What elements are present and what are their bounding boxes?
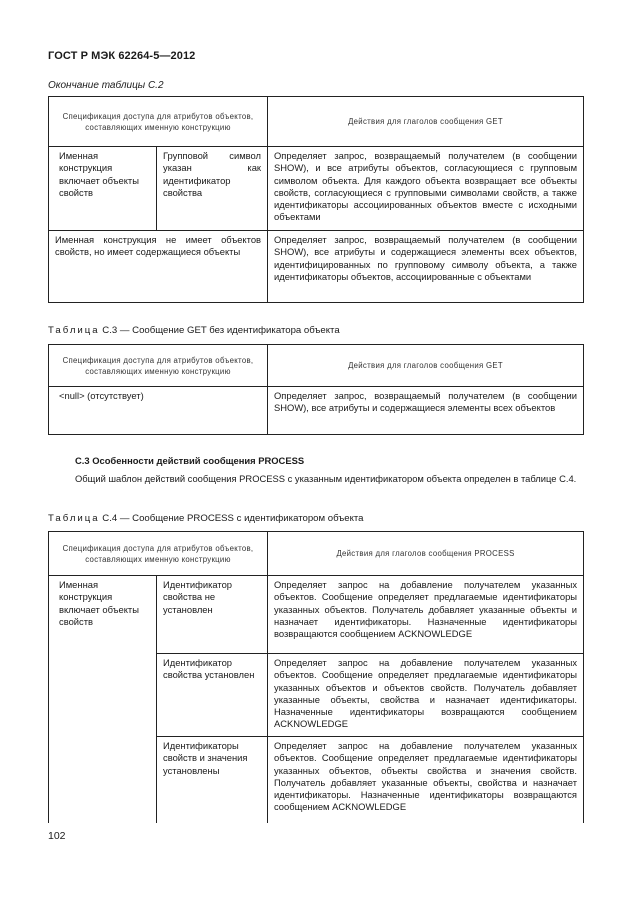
table-row-cell: Идентификатор свойства не установлен xyxy=(157,576,268,654)
table-c3 xyxy=(48,344,584,435)
table-row-cell: Именная конструкция включает объекты свойств xyxy=(49,576,157,823)
section-paragraph: Общий шаблон действий сообщения PROCESS с указанным идентификатором объекта определен в таблице С.4. xyxy=(75,473,577,484)
table-c4 xyxy=(48,531,584,823)
table-c2-head-right: Действия для глаголов сообщения GET xyxy=(268,97,584,147)
table-row-cell: Определяет запрос на добавление получателем указанных объектов. Сообщение определяет предлагаемые идентификаторы указанных объектов, объекты свойства и значения свойств. Получатель добавляет указанные объекты, свойства и назначает идентификаторы. Назначенные идентификаторы возвращаются сообщением ACKNOWLEDGE xyxy=(268,737,584,823)
table-c2-caption: Окончание таблицы С.2 xyxy=(48,80,164,91)
table-c3-head-left: Спецификация доступа для атрибутов объектов, составляющих именную конструкцию xyxy=(49,345,268,387)
table-row-cell: Идентификаторы свойств и значения установлены xyxy=(157,737,268,823)
table-c4-head-right: Действия для глаголов сообщения PROCESS xyxy=(268,532,584,576)
table-row-cell: <null> (отсутствует) xyxy=(49,387,268,435)
table-row-cell: Определяет запрос, возвращаемый получателем (в сообщении SHOW), все атрибуты и содержащиеся элементы всех объектов, идентифицированных по групповому символу объекта, а также идентификаторы объектов, ассоциированные с объектами xyxy=(268,231,584,303)
table-c3-caption: Таблица С.3 — Сообщение GET без идентификатора объекта xyxy=(48,325,340,336)
table-row-cell: Определяет запрос на добавление получателем указанных объектов. Сообщение определяет предлагаемые идентификаторы указанных объектов и объектов свойств. Получатель добавляет указанные объекты, свойства и назначает идентификаторы. Назначенные идентификаторы возвращаются сообщением ACKNOWLEDGE xyxy=(268,654,584,737)
table-row-cell: Определяет запрос на добавление получателем указанных объектов. Сообщение определяет предлагаемые идентификаторы указанных объектов. Получатель добавляет указанные объекты и назначает идентификаторы. Назначенные идентификаторы возвращаются сообщением ACKNOWLEDGE xyxy=(268,576,584,654)
table-row-cell: Групповой символ указан как идентификатор свойства xyxy=(157,147,268,231)
table-c3-head-right: Действия для глаголов сообщения GET xyxy=(268,345,584,387)
page-number: 102 xyxy=(48,830,66,842)
table-c4-head-left: Спецификация доступа для атрибутов объектов, составляющих именную конструкцию xyxy=(49,532,268,576)
table-row-cell: Определяет запрос, возвращаемый получателем (в сообщении SHOW), все атрибуты и содержащиеся элементы всех объектов xyxy=(268,387,584,435)
table-c4-caption: Таблица С.4 — Сообщение PROCESS с идентификатором объекта xyxy=(48,513,364,524)
table-c2 xyxy=(48,96,584,303)
table-row-cell: Определяет запрос, возвращаемый получателем (в сообщении SHOW), и все атрибуты объектов, согласующиеся с групповым символом объекта. Для каждого объекта возвращает все объекты свойств, согласующиеся с групповыми символами свойств, а также идентификаторы ассоциированных объектов вместе с исходными объектами xyxy=(268,147,584,231)
table-row-cell: Именная конструкция включает объекты свойств xyxy=(49,147,157,231)
table-row-cell: Именная конструкция не имеет объектов свойств, но имеет содержащиеся объекты xyxy=(49,231,268,303)
document-title: ГОСТ Р МЭК 62264-5—2012 xyxy=(48,50,196,62)
table-row-cell: Идентификатор свойства установлен xyxy=(157,654,268,737)
section-title: С.3 Особенности действий сообщения PROCESS xyxy=(75,455,305,466)
table-c2-head-left: Спецификация доступа для атрибутов объектов, составляющих именную конструкцию xyxy=(49,97,268,147)
